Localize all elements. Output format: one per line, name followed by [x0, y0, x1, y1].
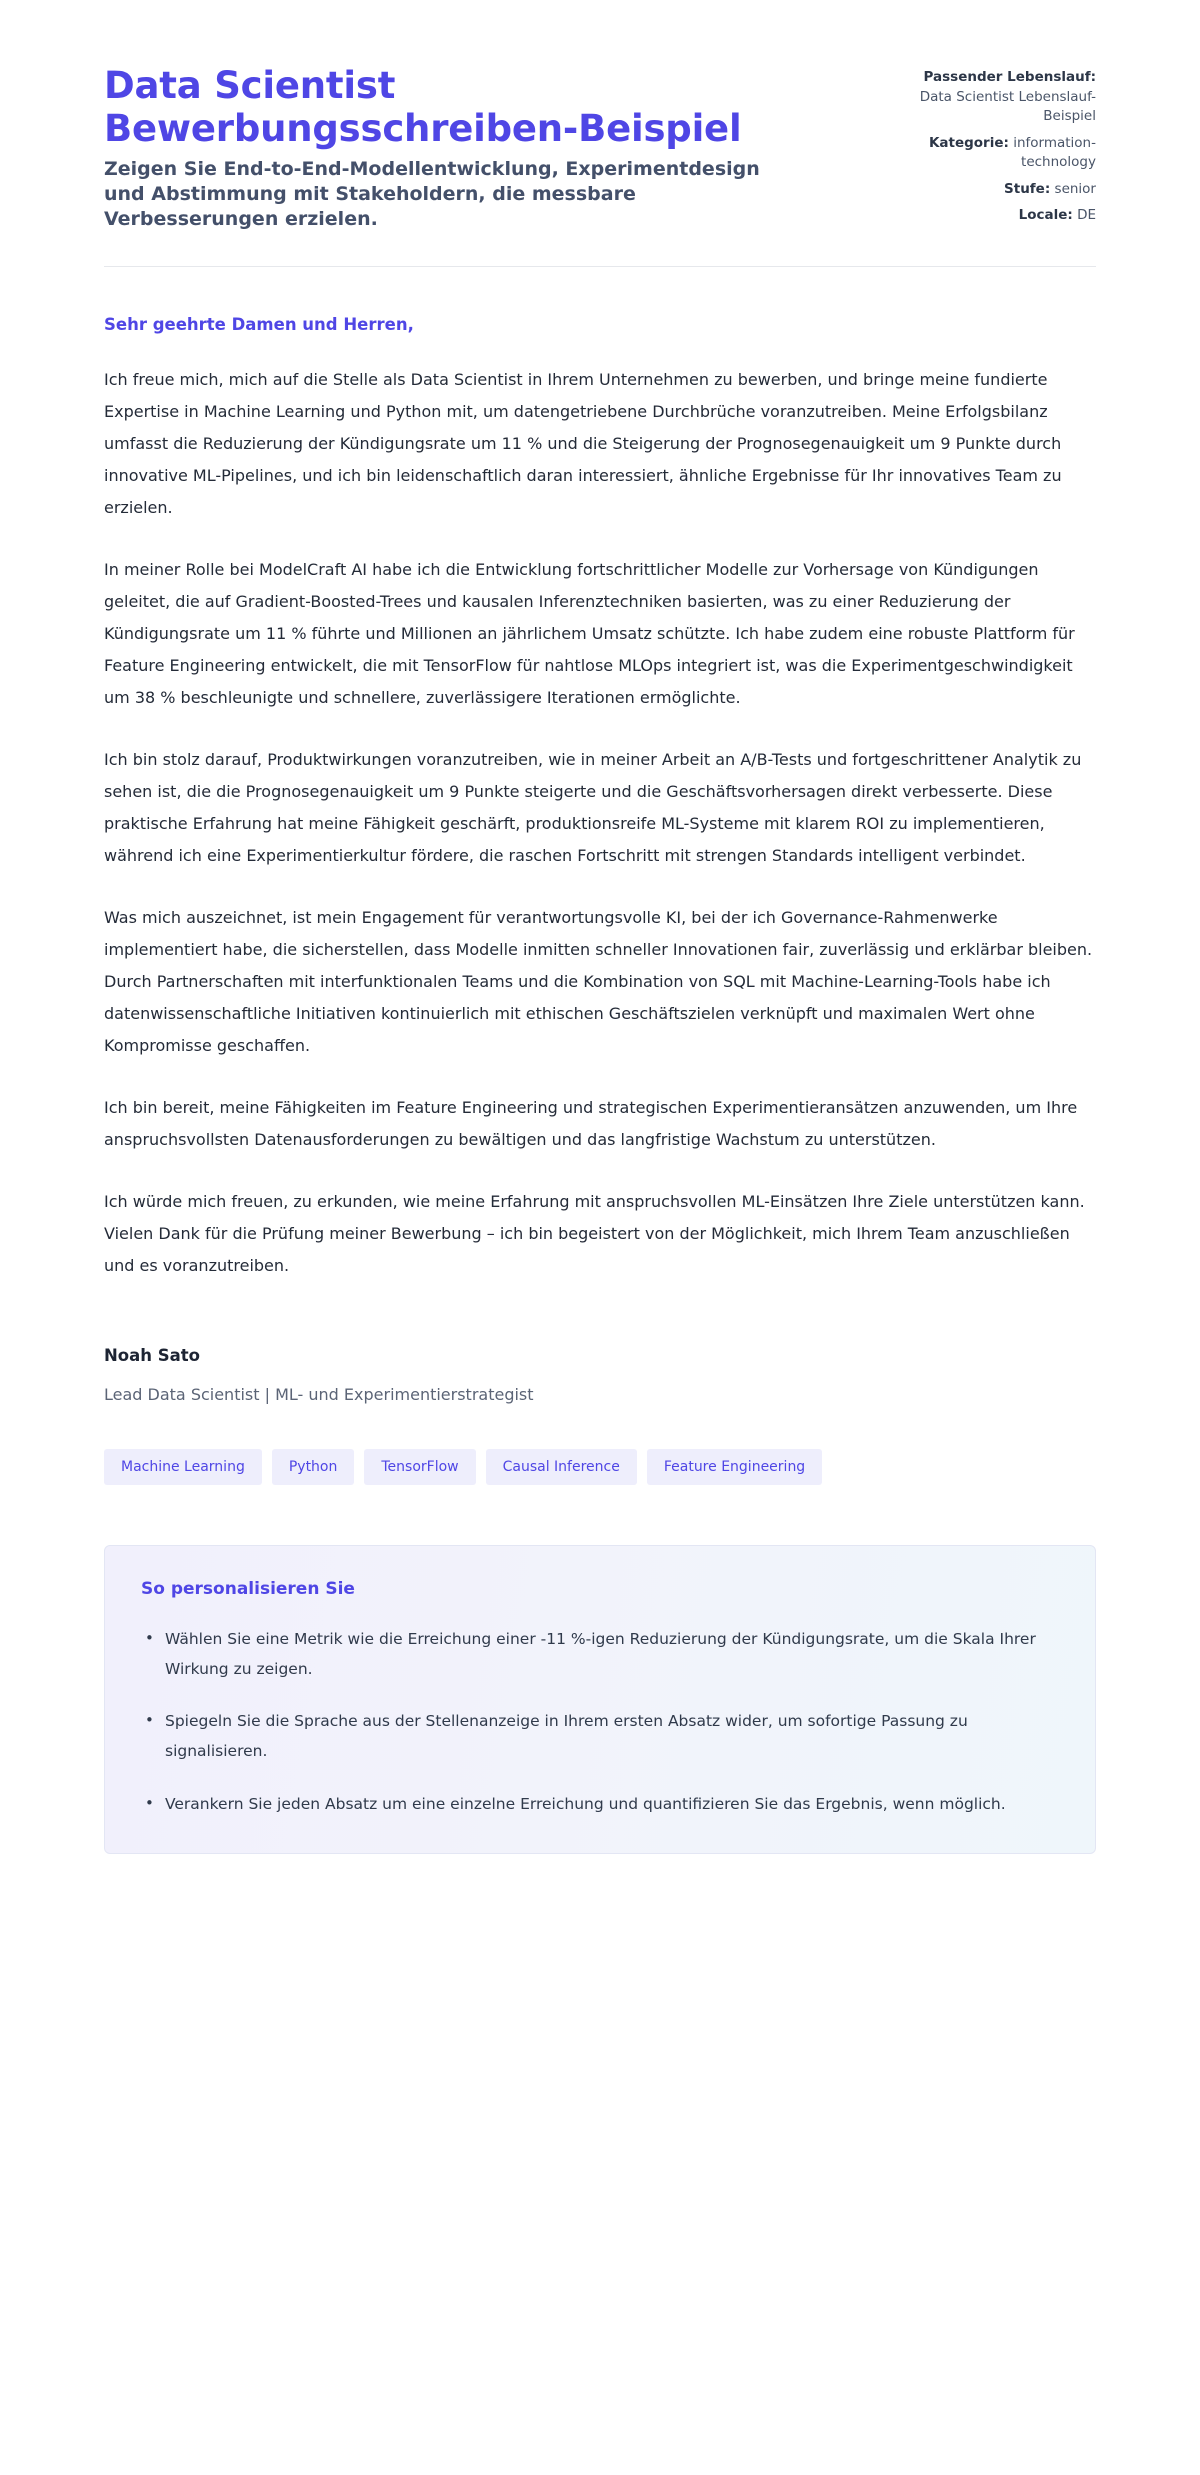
- meta-value-locale: DE: [1077, 207, 1096, 224]
- meta-label-matching-resume: Passender Lebenslauf:: [923, 69, 1096, 85]
- meta-value-level: senior: [1054, 180, 1096, 197]
- tips-list: [141, 1624, 1059, 1819]
- meta-row-category: [900, 134, 1096, 173]
- meta-row-locale: [900, 206, 1096, 226]
- letter-body: [104, 267, 1096, 1282]
- skill-tag[interactable]: Machine Learning: [104, 1449, 262, 1485]
- letter-paragraph-6: Ich würde mich freuen, zu erkunden, wie meine Erfahrung mit anspruchsvollen ML-Einsätzen Ihre Ziele unterstützen kann. Vielen Dank für die Prüfung meiner Bewerbung – ich bin begeistert von der Möglichkeit, mich Ihrem Team anzuschließen und es voranzutreiben.: [104, 1192, 1085, 1276]
- meta-label-level: Stufe:: [1004, 180, 1051, 197]
- page-title: Data Scientist Bewerbungsschreiben-Beispiel: [104, 64, 742, 151]
- personalization-tips-box: [104, 1545, 1096, 1854]
- tips-list-item: • Spiegeln Sie die Sprache aus der Stellenanzeige in Ihrem ersten Absatz wider, um sofortige Passung zu signalisieren.: [141, 1706, 1059, 1766]
- header-meta-block: [900, 64, 1096, 226]
- meta-value-matching-resume: Data Scientist Lebenslauf-Beispiel: [919, 88, 1096, 125]
- letter-paragraph-4: Was mich auszeichnet, ist mein Engagement für verantwortungsvolle KI, bei der ich Governance-Rahmenwerke implementiert habe, die sicherstellen, dass Modelle inmitten schneller Innovationen fair, zuverlässig und erklärbar bleiben. Durch Partnerschaften mit interfunktionalen Teams und die Kombination von SQL mit Machine-Learning-Tools habe ich datenwissenschaftliche Initiativen kontinuierlich mit ethischen Geschäftszielen verknüpft und maximalen Wert ohne Kompromisse geschaffen.: [104, 908, 1093, 1056]
- meta-row-matching-resume: [900, 68, 1096, 127]
- salutation: Sehr geehrte Damen und Herren,: [104, 315, 414, 335]
- tips-title: So personalisieren Sie: [141, 1578, 355, 1599]
- skill-tag-list: [104, 1449, 1096, 1485]
- document-header: [104, 46, 1096, 232]
- skill-tag[interactable]: Causal Inference: [486, 1449, 637, 1485]
- letter-paragraph-2: In meiner Rolle bei ModelCraft AI habe ich die Entwicklung fortschrittlicher Modelle zur Vorhersage von Kündigungen geleitet, die auf Gradient-Boosted-Trees und kausalen Inferenztechniken basierten, was zu einer Reduzierung der Kündigungsrate um 11 % führte und Millionen an jährlichem Umsatz schützte. Ich habe zudem eine robuste Plattform für Feature Engineering entwickelt, die mit TensorFlow für nahtlose MLOps integriert ist, was die Experimentgeschwindigkeit um 38 % beschleunigte und schnellere, zuverlässigere Iterationen ermöglichte.: [104, 560, 1075, 708]
- signature-role: Lead Data Scientist | ML- und Experimentierstrategist: [104, 1384, 534, 1404]
- meta-value-category: information-technology: [1013, 134, 1096, 171]
- letter-paragraph-1: Ich freue mich, mich auf die Stelle als Data Scientist in Ihrem Unternehmen zu bewerben, und bringe meine fundierte Expertise in Machine Learning und Python mit, um datengetriebene Durchbrüche voranzutreiben. Meine Erfolgsbilanz umfasst die Reduzierung der Kündigungsrate um 11 % und die Steigerung der Prognosegenauigkeit um 9 Punkte durch innovative ML-Pipelines, und ich bin leidenschaftlich daran interessiert, ähnliche Ergebnisse für Ihr innovatives Team zu erzielen.: [104, 370, 1062, 518]
- signature-block: [104, 1344, 1096, 1407]
- meta-row-level: [900, 180, 1096, 200]
- tips-list-item: • Verankern Sie jeden Absatz um eine einzelne Erreichung und quantifizieren Sie das Ergebnis, wenn möglich.: [141, 1789, 1059, 1819]
- letter-paragraph-5: Ich bin bereit, meine Fähigkeiten im Feature Engineering und strategischen Experimentieransätzen anzuwenden, um Ihre anspruchsvollsten Datenausforderungen zu bewältigen und das langfristige Wachstum zu unterstützen.: [104, 1098, 1078, 1150]
- letter-paragraph-3: Ich bin stolz darauf, Produktwirkungen voranzutreiben, wie in meiner Arbeit an A/B-Tests und fortgeschrittener Analytik zu sehen ist, die die Prognosegenauigkeit um 9 Punkte steigerte und die Geschäftsvorhersagen direkt verbesserte. Diese praktische Erfahrung hat meine Fähigkeit geschärft, produktionsreife ML-Systeme mit klarem ROI zu implementieren, während ich eine Experimentierkultur fördere, die raschen Fortschritt mit strengen Standards intelligent verbindet.: [104, 750, 1082, 866]
- skill-tag[interactable]: Python: [272, 1449, 355, 1485]
- skill-tag[interactable]: TensorFlow: [364, 1449, 475, 1485]
- skill-tag[interactable]: Feature Engineering: [647, 1449, 822, 1485]
- meta-label-locale: Locale:: [1018, 207, 1073, 224]
- tips-list-item: • Wählen Sie eine Metrik wie die Erreichung einer -11 %-igen Reduzierung der Kündigungsrate, um die Skala Ihrer Wirkung zu zeigen.: [141, 1624, 1059, 1684]
- signature-name: Noah Sato: [104, 1346, 201, 1366]
- page-subtitle: Zeigen Sie End-to-End-Modellentwicklung, Experimentdesign und Abstimmung mit Stakeholdern, die messbare Verbesserungen erzielen.: [104, 157, 760, 231]
- meta-label-category: Kategorie:: [928, 134, 1009, 151]
- header-title-block: [104, 64, 804, 232]
